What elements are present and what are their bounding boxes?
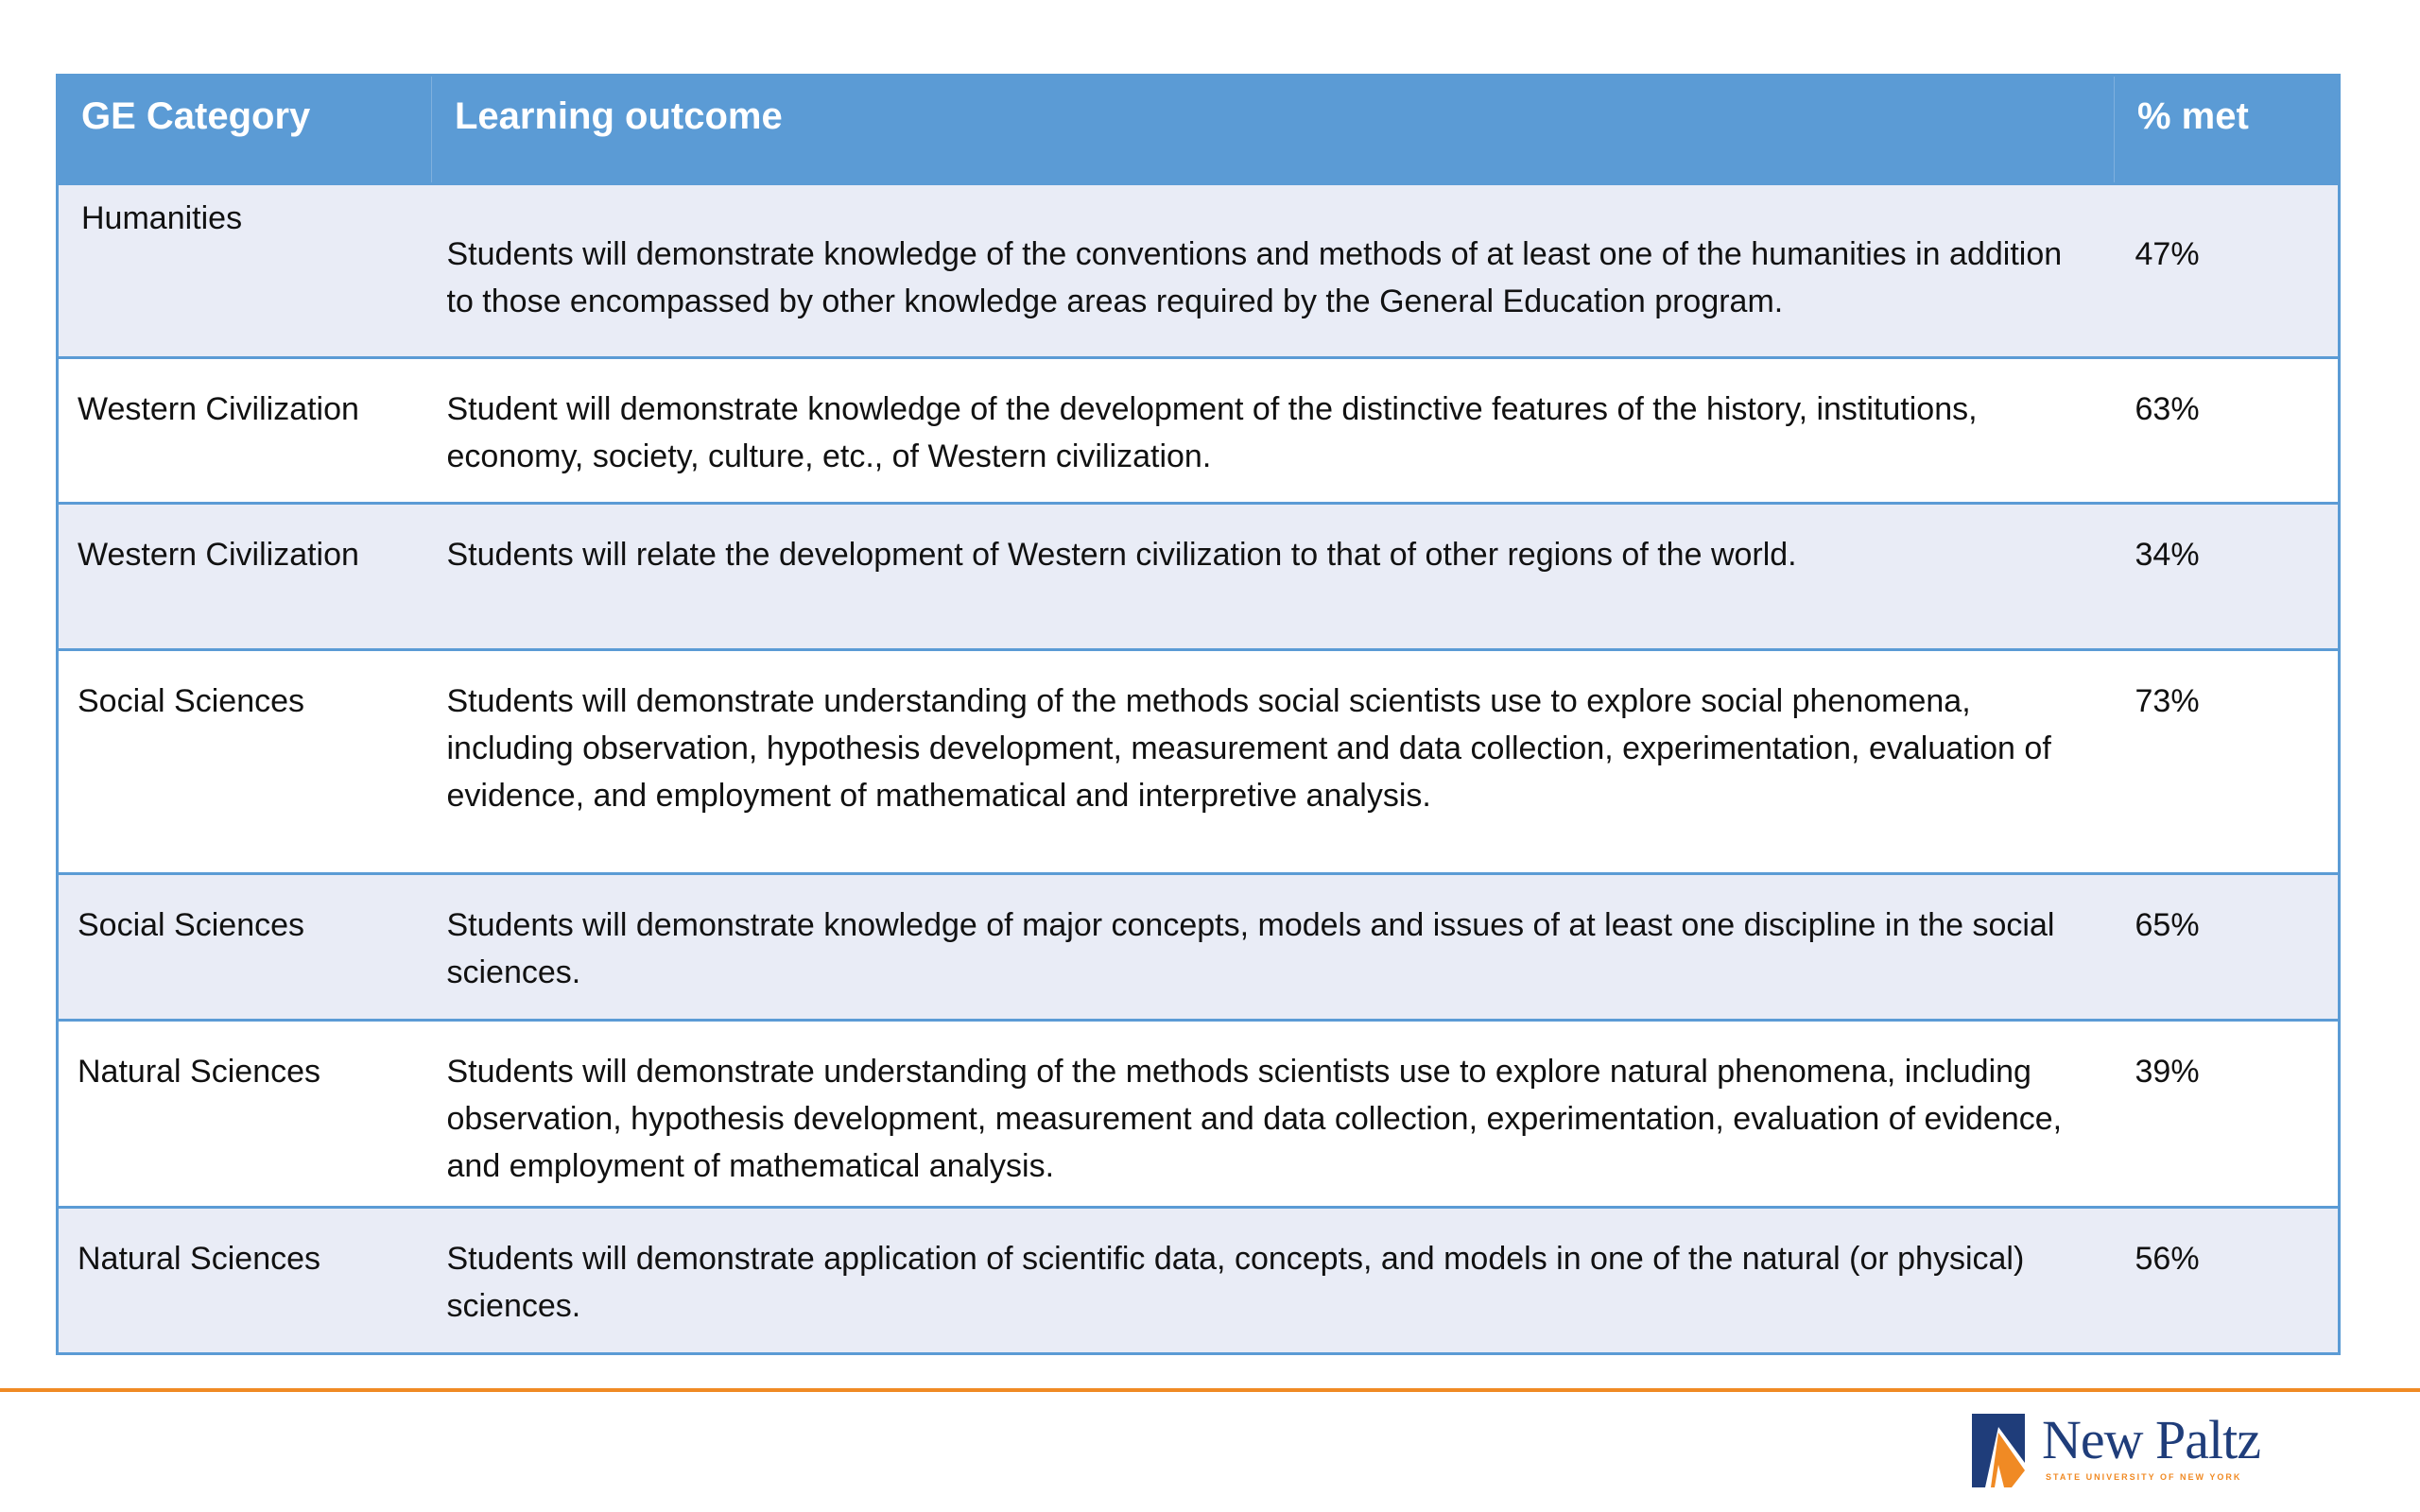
row-category: Natural Sciences bbox=[58, 1208, 432, 1354]
row-category: Social Sciences bbox=[58, 650, 432, 874]
row-outcome: Students will demonstrate application of scientific data, concepts, and models in one of the natural (or physical) sciences. bbox=[432, 1208, 2115, 1354]
row-category: Humanities bbox=[58, 184, 432, 358]
table-header-row bbox=[58, 76, 2340, 184]
row-category: Natural Sciences bbox=[58, 1021, 432, 1208]
table-row bbox=[58, 184, 2340, 358]
table-row bbox=[58, 358, 2340, 504]
footer-divider bbox=[0, 1388, 2420, 1392]
header-learning-outcome: Learning outcome bbox=[432, 76, 2115, 184]
ge-outcomes-table bbox=[56, 74, 2341, 1355]
row-percent: 39% bbox=[2115, 1021, 2340, 1208]
row-outcome: Student will demonstrate knowledge of the development of the distinctive features of the history, institutions, economy, society, culture, etc., of Western civilization. bbox=[432, 358, 2115, 504]
row-outcome: Students will relate the development of Western civilization to that of other regions of the world. bbox=[432, 504, 2115, 650]
row-percent: 65% bbox=[2115, 874, 2340, 1021]
row-percent: 56% bbox=[2115, 1208, 2340, 1354]
table-row bbox=[58, 1208, 2340, 1354]
row-percent: 47% bbox=[2115, 184, 2340, 358]
header-ge-category: GE Category bbox=[58, 76, 432, 184]
row-outcome: Students will demonstrate knowledge of major concepts, models and issues of at least one discipline in the social sciences. bbox=[432, 874, 2115, 1021]
new-paltz-logo bbox=[1970, 1404, 2291, 1489]
row-category: Social Sciences bbox=[58, 874, 432, 1021]
new-paltz-mark-icon bbox=[1970, 1408, 2029, 1487]
logo-subtitle: STATE UNIVERSITY OF NEW YORK bbox=[2046, 1472, 2242, 1482]
row-percent: 73% bbox=[2115, 650, 2340, 874]
table-row bbox=[58, 1021, 2340, 1208]
row-outcome: Students will demonstrate understanding of the methods social scientists use to explore social phenomena, including observation, hypothesis development, measurement and data collection, experimentation, evaluation of evidence, and employment of mathematical and interpretive analysis. bbox=[432, 650, 2115, 874]
header-percent-met: % met bbox=[2115, 76, 2340, 184]
table-row bbox=[58, 504, 2340, 650]
table-row bbox=[58, 874, 2340, 1021]
row-percent: 34% bbox=[2115, 504, 2340, 650]
logo-wordmark: New Paltz bbox=[2042, 1409, 2260, 1470]
table-row bbox=[58, 650, 2340, 874]
row-category: Western Civilization bbox=[58, 504, 432, 650]
row-category: Western Civilization bbox=[58, 358, 432, 504]
row-percent: 63% bbox=[2115, 358, 2340, 504]
row-outcome: Students will demonstrate understanding of the methods scientists use to explore natural phenomena, including observation, hypothesis development, measurement and data collection, experimentation, evaluation of evidence, and employment of mathematical analysis. bbox=[432, 1021, 2115, 1208]
row-outcome: Students will demonstrate knowledge of the conventions and methods of at least one of the humanities in addition to those encompassed by other knowledge areas required by the General Education program. bbox=[432, 184, 2115, 358]
